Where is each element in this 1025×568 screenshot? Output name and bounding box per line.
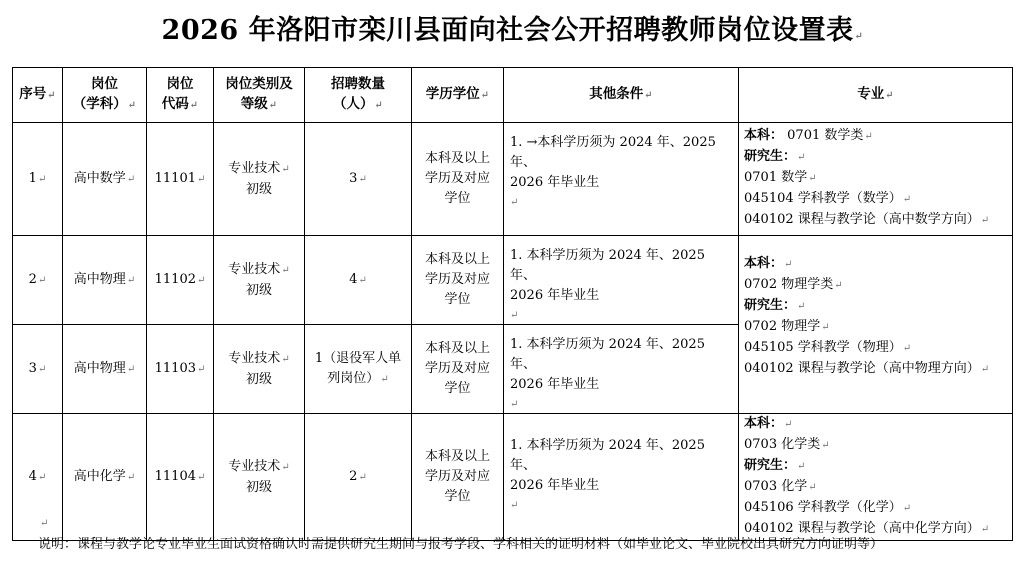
post-cell: 高中化学↵ — [63, 414, 147, 541]
code-cell: 11101↵ — [147, 123, 214, 236]
header-education: 学历学位↵ — [412, 68, 504, 123]
count-cell: 1（退役军人单 列岗位）↵ — [305, 325, 412, 414]
post-cell: 高中物理↵ — [63, 325, 147, 414]
category-cell: 专业技术↵ 初级 — [214, 236, 305, 325]
paragraph-mark: ↵ — [40, 518, 49, 529]
category-cell: 专业技术↵ 初级 — [214, 325, 305, 414]
major-cell-chemistry: 本科：↵ 0703 化学类↵ 研究生：↵ 0703 化学↵ 045106 学科教学（化学）↵ 040102 课程与教学论（高中化学方向）↵ — [739, 414, 1013, 541]
conditions-cell: 1. 本科学历须为 2024 年、2025 年、 2026 年毕业生 ↵ — [504, 236, 739, 325]
seq-cell: 4↵ — [13, 414, 63, 541]
header-conditions: 其他条件↵ — [504, 68, 739, 123]
seq-cell: 3↵ — [13, 325, 63, 414]
education-cell: 本科及以上 学历及对应 学位 — [412, 325, 504, 414]
code-cell: 11104↵ — [147, 414, 214, 541]
conditions-cell: 1. 本科学历须为 2024 年、2025 年、 2026 年毕业生 ↵ — [504, 414, 739, 541]
table-row — [13, 236, 1013, 325]
seq-cell: 1↵ — [13, 123, 63, 236]
conditions-cell: 1. 本科学历须为 2024 年、2025 年、 2026 年毕业生 ↵ — [504, 325, 739, 414]
education-cell: 本科及以上 学历及对应 学位 — [412, 414, 504, 541]
page-title: 2026 年洛阳市栾川县面向社会公开招聘教师岗位设置表↵ — [161, 15, 864, 46]
header-post: 岗位 （学科）↵ — [63, 68, 147, 123]
header-code: 岗位 代码↵ — [147, 68, 214, 123]
header-row — [13, 68, 1013, 123]
post-cell: 高中物理↵ — [63, 236, 147, 325]
major-cell-math: 本科： 0701 数学类↵ 研究生：↵ 0701 数学↵ 045104 学科教学（数学）↵ 040102 课程与教学论（高中数学方向）↵ — [739, 123, 1013, 236]
seq-cell: 2↵ — [13, 236, 63, 325]
education-cell: 本科及以上 学历及对应 学位 — [412, 123, 504, 236]
header-category: 岗位类别及 等级↵ — [214, 68, 305, 123]
count-cell: 3↵ — [305, 123, 412, 236]
category-cell: 专业技术↵ 初级 — [214, 414, 305, 541]
conditions-cell: 1. →本科学历须为 2024 年、2025 年、 2026 年毕业生 ↵ — [504, 123, 739, 236]
post-table — [12, 67, 1013, 541]
code-cell: 11102↵ — [147, 236, 214, 325]
education-cell: 本科及以上 学历及对应 学位 — [412, 236, 504, 325]
header-major: 专业↵ — [739, 68, 1013, 123]
table-row — [13, 414, 1013, 541]
category-cell: 专业技术↵ 初级 — [214, 123, 305, 236]
footnote: 说明：课程与教学论专业毕业生面试资格确认时需提供研究生期间与报考学段、学科相关的证明材料（如毕业论文、毕业院校出具研究方向证明等） — [38, 537, 884, 552]
header-count: 招聘数量 （人）↵ — [305, 68, 412, 123]
major-cell-physics: 本科：↵ 0702 物理学类↵ 研究生：↵ 0702 物理学↵ 045105 学科教学（物理）↵ 040102 课程与教学论（高中物理方向）↵ — [739, 236, 1013, 414]
count-cell: 2↵ — [305, 414, 412, 541]
count-cell: 4↵ — [305, 236, 412, 325]
header-seq: 序号↵ — [13, 68, 63, 123]
post-cell: 高中数学↵ — [63, 123, 147, 236]
table-row — [13, 123, 1013, 236]
code-cell: 11103↵ — [147, 325, 214, 414]
